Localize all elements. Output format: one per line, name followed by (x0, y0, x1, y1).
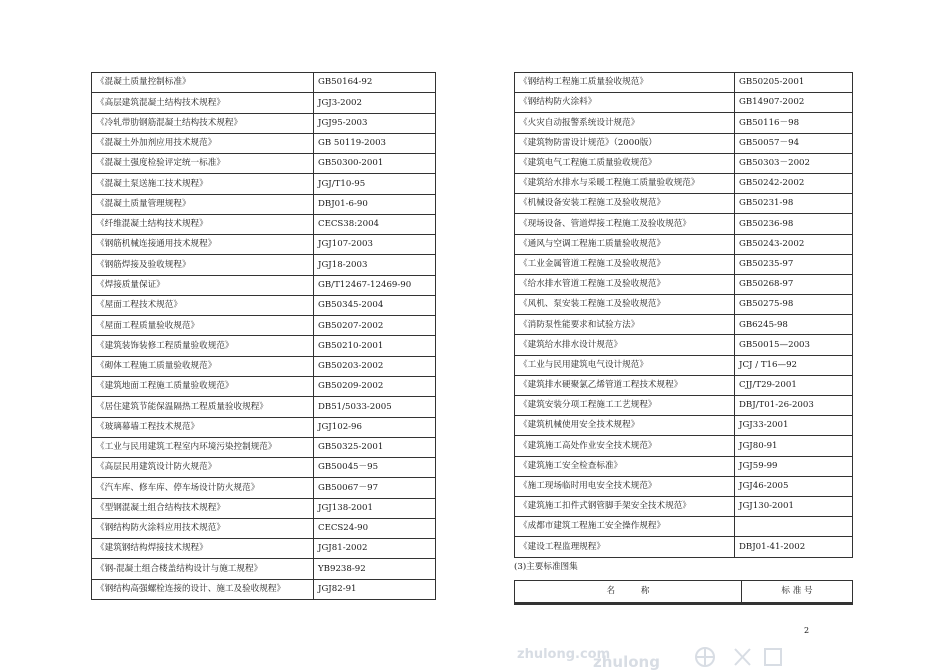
standard-name-cell: 《砌体工程施工质量验收规范》 (92, 356, 314, 376)
standard-code-cell: GB 50119-2003 (314, 133, 436, 153)
standard-name-cell: 《建筑安装分项工程施工工艺规程》 (515, 396, 735, 416)
standard-name-cell: 《玻璃幕墙工程技术规范》 (92, 417, 314, 437)
standard-code-cell: JGJ33-2001 (735, 416, 853, 436)
standard-code-cell: GB50210-2001 (314, 336, 436, 356)
standard-name-cell: 《成都市建筑工程施工安全操作规程》 (515, 517, 735, 537)
table-row (92, 174, 436, 194)
table-row (515, 496, 853, 516)
standard-name-cell: 《施工现场临时用电安全技术规范》 (515, 476, 735, 496)
standard-name-cell: 《钢结构防火涂料》 (515, 93, 735, 113)
standard-name-cell: 《建筑机械使用安全技术规程》 (515, 416, 735, 436)
table-row (515, 396, 853, 416)
standard-code-cell: GB50015—2003 (735, 335, 853, 355)
table-row (92, 133, 436, 153)
standard-name-cell: 《工业金属管道工程施工及验收规范》 (515, 254, 735, 274)
atlas-section-title: (3)主要标准图集 (514, 562, 578, 572)
table-row (515, 173, 853, 193)
table-row (515, 194, 853, 214)
standard-code-cell: GB50116－98 (735, 113, 853, 133)
table-row (515, 456, 853, 476)
table-row (92, 336, 436, 356)
table-row (515, 153, 853, 173)
left-standards-table (91, 72, 436, 600)
standard-code-cell: JGJ95-2003 (314, 113, 436, 133)
standard-code-cell: CECS38:2004 (314, 214, 436, 234)
standard-name-cell: 《工业与民用建筑工程室内环境污染控制规范》 (92, 437, 314, 457)
standard-name-cell: 《冷轧带肋钢筋混凝土结构技术规程》 (92, 113, 314, 133)
standard-code-cell: GB50275-98 (735, 295, 853, 315)
standard-name-cell: 《建筑施工高处作业安全技术规范》 (515, 436, 735, 456)
standard-name-cell: 《混凝土外加剂应用技术规范》 (92, 133, 314, 153)
standard-name-cell: 《混凝土质量管理规程》 (92, 194, 314, 214)
standard-name-cell: 《建筑装饰装修工程质量验收规范》 (92, 336, 314, 356)
standard-code-cell: JCJ / T16—92 (735, 355, 853, 375)
table-row (515, 416, 853, 436)
table-row (515, 517, 853, 537)
standard-code-cell: GB50203-2002 (314, 356, 436, 376)
standard-code-cell: GB50205-2001 (735, 73, 853, 93)
standard-name-cell: 《建筑给水排水设计规范》 (515, 335, 735, 355)
standard-name-cell: 《混凝土质量控制标准》 (92, 73, 314, 93)
table-row (92, 579, 436, 599)
standard-code-cell: JGJ59-99 (735, 456, 853, 476)
table-row (92, 316, 436, 336)
standard-code-cell: JGJ107-2003 (314, 235, 436, 255)
standard-name-cell: 《建筑排水硬聚氯乙烯管道工程技术规程》 (515, 375, 735, 395)
standard-code-cell: GB50268-97 (735, 274, 853, 294)
standard-name-cell: 《工业与民用建筑电气设计规范》 (515, 355, 735, 375)
table-row (515, 537, 853, 557)
table-row (515, 93, 853, 113)
standard-name-cell: 《混凝土泵送施工技术规程》 (92, 174, 314, 194)
table-row (92, 417, 436, 437)
standard-code-cell: YB9238-92 (314, 559, 436, 579)
standard-name-cell: 《钢筋机械连接通用技术规程》 (92, 235, 314, 255)
standard-code-cell (735, 517, 853, 537)
table-row (515, 295, 853, 315)
table-row (92, 154, 436, 174)
standard-name-cell: 《混凝土强度检验评定统一标准》 (92, 154, 314, 174)
standard-code-cell: JGJ138-2001 (314, 498, 436, 518)
standard-name-cell: 《纤维混凝土结构技术规程》 (92, 214, 314, 234)
standard-name-cell: 《机械设备安装工程施工及验收规范》 (515, 194, 735, 214)
atlas-header-row (515, 581, 853, 604)
table-row (515, 335, 853, 355)
table-row (515, 355, 853, 375)
standard-name-cell: 《建筑施工扣件式钢管脚手架安全技术规范》 (515, 496, 735, 516)
standard-code-cell: GB50242-2002 (735, 173, 853, 193)
table-row (515, 73, 853, 93)
page-number: 2 (804, 626, 810, 635)
standard-name-cell: 《高层民用建筑设计防火规范》 (92, 458, 314, 478)
table-row (92, 73, 436, 93)
standard-name-cell: 《建筑钢结构焊接技术规程》 (92, 539, 314, 559)
table-row (92, 397, 436, 417)
table-row (92, 93, 436, 113)
standard-name-cell: 《建筑地面工程施工质量验收规范》 (92, 376, 314, 396)
standard-code-cell: GB50045－95 (314, 458, 436, 478)
table-row (92, 356, 436, 376)
table-row (92, 295, 436, 315)
standard-code-cell: GB50236-98 (735, 214, 853, 234)
table-row (515, 436, 853, 456)
standard-code-cell: GB50303－2002 (735, 153, 853, 173)
standard-name-cell: 《屋面工程技术规范》 (92, 295, 314, 315)
standard-name-cell: 《建筑电气工程施工质量验收规范》 (515, 153, 735, 173)
table-row (515, 113, 853, 133)
table-row (92, 113, 436, 133)
watermark-text-primary: zhulong.com (517, 647, 611, 662)
standard-name-cell: 《钢结构高强螺栓连接的设计、施工及验收规程》 (92, 579, 314, 599)
standard-name-cell: 《焊接质量保证》 (92, 275, 314, 295)
standard-name-cell: 《居住建筑节能保温隔热工程质量验收规程》 (92, 397, 314, 417)
standard-code-cell: GB50231-98 (735, 194, 853, 214)
table-row (515, 315, 853, 335)
standard-code-cell: GB50067－97 (314, 478, 436, 498)
table-row (515, 476, 853, 496)
table-row (92, 539, 436, 559)
standard-code-cell: JGJ102-96 (314, 417, 436, 437)
standard-code-cell: JGJ18-2003 (314, 255, 436, 275)
table-row (92, 194, 436, 214)
standard-code-cell: CJJ/T29-2001 (735, 375, 853, 395)
table-row (92, 478, 436, 498)
standard-code-cell: GB50235-97 (735, 254, 853, 274)
table-row (92, 275, 436, 295)
watermark-text-secondary: zhulong (593, 653, 660, 671)
table-row (92, 518, 436, 538)
table-row (92, 235, 436, 255)
standard-name-cell: 《风机、泵安装工程施工及验收规范》 (515, 295, 735, 315)
standard-name-cell: 《现场设备、管道焊接工程施工及验收规范》 (515, 214, 735, 234)
table-row (515, 234, 853, 254)
standard-code-cell: JGJ130-2001 (735, 496, 853, 516)
standard-code-cell: CECS24-90 (314, 518, 436, 538)
table-row (92, 214, 436, 234)
standard-code-cell: GB50207-2002 (314, 316, 436, 336)
table-row (515, 214, 853, 234)
standard-name-cell: 《给水排水管道工程施工及验收规范》 (515, 274, 735, 294)
standard-name-cell: 《钢-混凝土组合楼盖结构设计与施工规程》 (92, 559, 314, 579)
standard-name-cell: 《汽车库、修车库、停车场设计防火规范》 (92, 478, 314, 498)
standard-name-cell: 《建筑给水排水与采暖工程施工质量验收规范》 (515, 173, 735, 193)
standard-name-cell: 《高层建筑混凝土结构技术规程》 (92, 93, 314, 113)
standard-name-cell: 《火灾自动报警系统设计规范》 (515, 113, 735, 133)
atlas-col-code-header: 标 准 号 (742, 581, 853, 604)
table-row (92, 437, 436, 457)
standard-name-cell: 《钢结构工程施工质量验收规范》 (515, 73, 735, 93)
standard-name-cell: 《建筑施工安全检查标准》 (515, 456, 735, 476)
standard-name-cell: 《建筑物防雷设计规范》（2000版） (515, 133, 735, 153)
standard-name-cell: 《屋面工程质量验收规范》 (92, 316, 314, 336)
standard-code-cell: DB51/5033-2005 (314, 397, 436, 417)
standard-code-cell: GB50325-2001 (314, 437, 436, 457)
standard-code-cell: DBJ/T01-26-2003 (735, 396, 853, 416)
atlas-table-header (514, 580, 853, 605)
table-row (92, 559, 436, 579)
atlas-col-name-header: 名 称 (515, 581, 742, 604)
standard-code-cell: GB50345-2004 (314, 295, 436, 315)
table-row (92, 458, 436, 478)
standard-name-cell: 《通风与空调工程施工质量验收规范》 (515, 234, 735, 254)
standard-name-cell: 《钢结构防火涂料应用技术规范》 (92, 518, 314, 538)
standard-code-cell: JGJ81-2002 (314, 539, 436, 559)
standard-name-cell: 《消防泵性能要求和试验方法》 (515, 315, 735, 335)
standard-name-cell: 《建设工程监理规程》 (515, 537, 735, 557)
standard-name-cell: 《钢筋焊接及验收规程》 (92, 255, 314, 275)
standard-code-cell: DBJ01-41-2002 (735, 537, 853, 557)
right-standards-table (514, 72, 853, 558)
table-row (515, 254, 853, 274)
table-row (515, 133, 853, 153)
standard-code-cell: JGJ80-91 (735, 436, 853, 456)
standard-code-cell: GB50243-2002 (735, 234, 853, 254)
table-row (92, 255, 436, 275)
standard-code-cell: JGJ/T10-95 (314, 174, 436, 194)
table-row (515, 375, 853, 395)
standard-code-cell: JGJ3-2002 (314, 93, 436, 113)
standard-code-cell: GB14907-2002 (735, 93, 853, 113)
standard-code-cell: GB50209-2002 (314, 376, 436, 396)
standard-code-cell: GB50057－94 (735, 133, 853, 153)
table-row (92, 376, 436, 396)
watermark-logo-icon (505, 641, 805, 671)
table-row (92, 498, 436, 518)
standard-code-cell: GB/T12467-12469-90 (314, 275, 436, 295)
standard-code-cell: JGJ46-2005 (735, 476, 853, 496)
standard-code-cell: DBJ01-6-90 (314, 194, 436, 214)
watermark (505, 641, 805, 671)
standard-code-cell: JGJ82-91 (314, 579, 436, 599)
standard-code-cell: GB6245-98 (735, 315, 853, 335)
table-row (515, 274, 853, 294)
standard-code-cell: GB50164-92 (314, 73, 436, 93)
standard-code-cell: GB50300-2001 (314, 154, 436, 174)
standard-name-cell: 《型钢混凝土组合结构技术规程》 (92, 498, 314, 518)
